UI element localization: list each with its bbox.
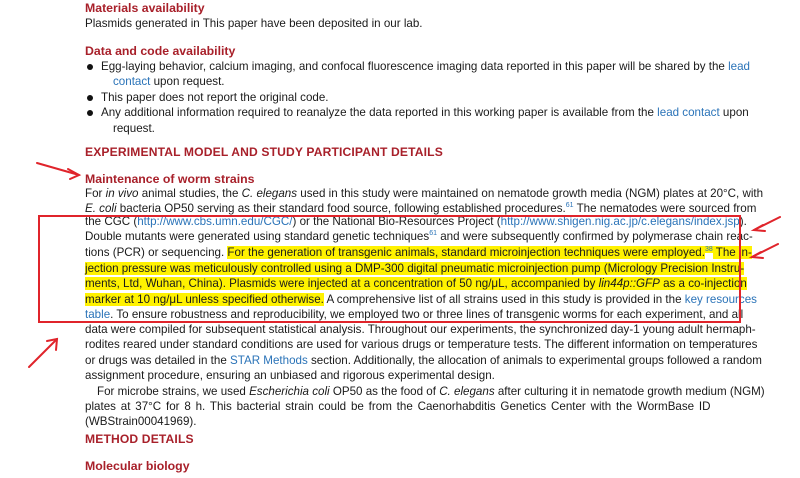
body-line-4: Double mutants were generated using standard genetic techniques$^{61}$ and were subsequently confirmed by polymerase chain reac- [85, 230, 753, 243]
bullet-1-cont: contact upon request. [113, 75, 225, 88]
body-line-3: the CGC (http://www.cbs.umn.edu/CGC/) or the National Bio-Resources Project (http://www.shigen.nig.ac.jp/c.elegans/index.jsp). [85, 215, 747, 228]
star-methods-link[interactable]: STAR Methods [230, 354, 308, 367]
experimental-heading: EXPERIMENTAL MODEL AND STUDY PARTICIPANT DETAILS [85, 145, 443, 159]
arrow-top-left-icon [37, 163, 79, 179]
bullet-3-cont: request. [113, 122, 155, 135]
ref-38[interactable]: 38 [704, 246, 713, 253]
body-line-16: (WBStrain00041969). [85, 415, 197, 428]
bullet-1: Egg-laying behavior, calcium imaging, and confocal fluorescence imaging data reported in this paper will be shared by the lead [101, 60, 750, 73]
body-line-6 [85, 261, 744, 277]
arrow-right-mid-icon [752, 244, 778, 258]
cgc-link[interactable]: http://www.cbs.umn.edu/CGC/ [137, 215, 293, 228]
highlight-1: For the generation of transgenic animals, standard microinjection techniques were employed. [227, 246, 705, 259]
highlight-3: marker at 10 ng/μL unless specified otherwise. [85, 293, 324, 306]
body-line-9: table. To ensure robustness and reproducibility, we employed two or three lines of transgenic worms for each experiment, and all [85, 308, 744, 321]
highlight-2: jection pressure was meticulously controlled using a DMP-300 digital pneumatic microinjection pump (Micrology Precision Instru- [85, 262, 745, 275]
bullet-2: This paper does not report the original code. [101, 91, 329, 104]
body-line-11: rodites reared under standard conditions are used for various drugs or temperature tests. The different information on temperatures [85, 338, 758, 351]
body-line-7: ments, Ltd, Wuhan, China). Plasmids were injected at a concentration of 50 ng/μL, accompanied by lin44p::GFP as a co-injection [85, 277, 747, 290]
materials-text: Plasmids generated in This paper have been deposited in our lab. [85, 17, 423, 30]
lead-link[interactable]: lead [728, 60, 750, 73]
method-details-heading: METHOD DETAILS [85, 432, 194, 446]
body-line-12: or drugs was detailed in the STAR Methods section. Additionally, the allocation of animals to experimental groups followed a random [85, 354, 762, 367]
arrow-bottom-left-icon [29, 339, 57, 367]
bullet-3: Any additional information required to reanalyze the data reported in this working paper is available from the lead contact upon [101, 106, 749, 119]
lead-contact-link[interactable]: lead contact [657, 106, 720, 119]
contact-link[interactable]: contact [113, 75, 151, 88]
body-line-5: tions (PCR) or sequencing. For the generation of transgenic animals, standard microinjection techniques were employed.$^{38}$ The in- [85, 246, 752, 259]
ref-61b[interactable]: 61 [429, 230, 437, 237]
materials-heading: Materials availability [85, 1, 205, 15]
body-line-13: assignment procedure, ensuring an unbiased and rigorous experimental design. [85, 369, 495, 382]
ref-61[interactable]: 61 [565, 202, 574, 209]
body-line-8: marker at 10 ng/μL unless specified otherwise. A comprehensive list of all strains used in this study is provided in the key resources [85, 293, 757, 306]
body-line-2: E. coli bacteria OP50 serving as their standard food source, following established procedures.$^{61}$ The nematodes were sourced from [85, 202, 757, 215]
molecular-biology-subheading: Molecular biology [85, 459, 190, 473]
body-line-14: For microbe strains, we used Escherichia coli OP50 as the food of C. elegans after culturing it in nematode growth medium (NGM) [97, 385, 765, 398]
data-code-heading: Data and code availability [85, 44, 236, 58]
nbrp-link[interactable]: http://www.shigen.nig.ac.jp/c.elegans/index.jsp [500, 215, 740, 228]
table-link[interactable]: table [85, 308, 111, 321]
arrow-right-top-icon [754, 217, 780, 231]
body-line-15: plates at 37°C for 8 h. This bacterial strain could be from the Caenorhabditis Genetics Center with the WormBase ID [85, 400, 711, 413]
body-line-10: data were compiled for subsequent statistical analysis. Throughout our experiments, the synchronized day-1 young adult hermaph- [85, 323, 756, 336]
worm-strains-subheading: Maintenance of worm strains [85, 172, 255, 186]
body-line-1: For in vivo animal studies, the C. elegans used in this study were maintained on nematode growth media (NGM) plates at 20°C, with [85, 187, 764, 200]
key-resources-link[interactable]: key resources [684, 293, 757, 306]
